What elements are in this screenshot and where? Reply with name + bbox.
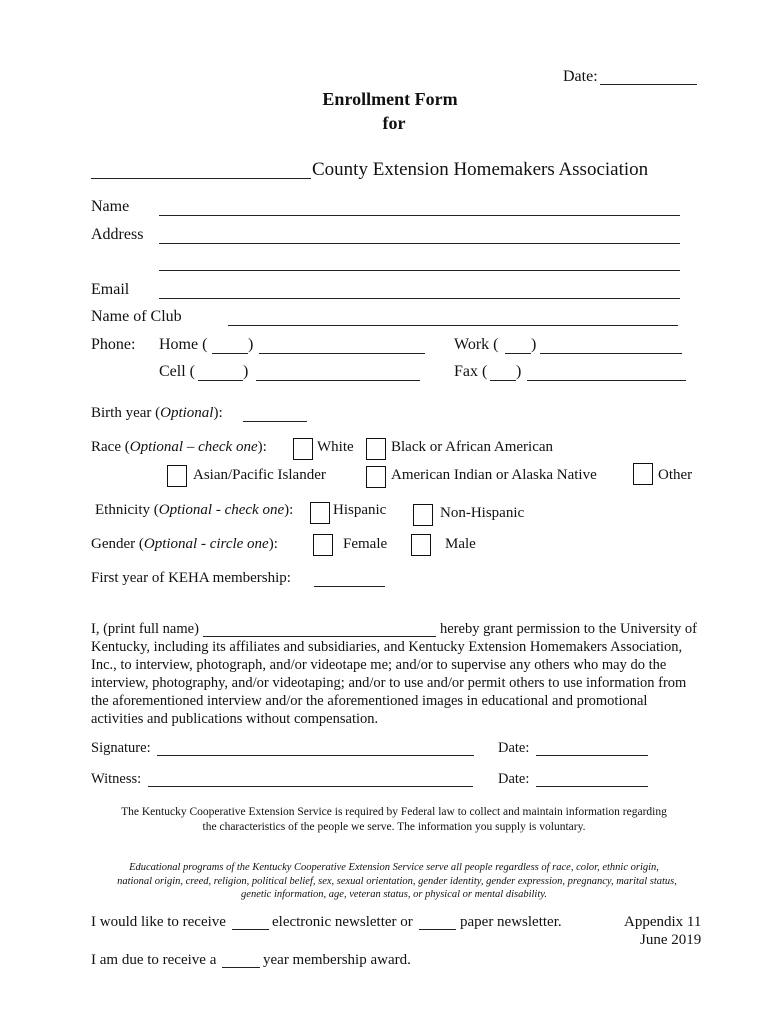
gender-female-label: Female xyxy=(343,536,388,552)
gender-label: Gender (Optional - circle one): xyxy=(91,536,278,552)
association-title: County Extension Homemakers Association xyxy=(312,159,649,180)
consent-line-1: hereby grant permission to the University of xyxy=(440,621,697,637)
name-input-line[interactable] xyxy=(159,215,680,216)
gender-male-checkbox[interactable] xyxy=(411,534,431,556)
home-phone-line[interactable] xyxy=(259,353,425,354)
page-title: Enrollment Form xyxy=(322,89,458,109)
race-native-label: American Indian or Alaska Native xyxy=(391,467,597,483)
eeo-statement-line-1: Educational programs of the Kentucky Cooperative Extension Service serve all people regardless of race, color, ethnic origin, xyxy=(129,862,659,873)
race-native-checkbox[interactable] xyxy=(366,466,386,488)
award-years-input-line[interactable] xyxy=(222,967,260,968)
fax-area-code-line[interactable] xyxy=(490,380,516,381)
federal-notice-line-1: The Kentucky Cooperative Extension Service is required by Federal law to collect and maintain information regarding xyxy=(121,806,667,818)
work-paren-close: ) xyxy=(531,336,537,353)
address-input-line-1[interactable] xyxy=(159,243,680,244)
newsletter-text-c: paper newsletter. xyxy=(460,914,562,930)
birth-year-input-line[interactable] xyxy=(243,421,307,422)
fax-label: Fax ( xyxy=(454,363,488,380)
birth-year-label: Birth year (Optional): xyxy=(91,405,223,421)
appendix-label: Appendix 11 xyxy=(624,914,702,930)
cell-phone-line[interactable] xyxy=(256,380,420,381)
home-paren-close: ) xyxy=(248,336,254,353)
phone-label: Phone: xyxy=(91,336,136,353)
consent-line-6: activities and publications without compensation. xyxy=(91,711,379,727)
date-label: Date: xyxy=(563,68,598,85)
gender-male-label: Male xyxy=(445,536,476,552)
work-area-code-line[interactable] xyxy=(505,353,531,354)
consent-line-5: the aforementioned interview and/or the aforementioned images in educational and promotional xyxy=(91,693,648,709)
award-text-a: I am due to receive a xyxy=(91,952,217,968)
consent-line-2: Kentucky, including its affiliates and subsidiaries, and Kentucky Extension Homemakers Association, xyxy=(91,639,683,655)
consent-line-4: interview, photography, and/or videotaping; and/or to use and/or permit others to use information from xyxy=(91,675,687,691)
county-input-line[interactable] xyxy=(91,178,311,179)
award-text-b: year membership award. xyxy=(263,952,411,968)
race-asian-label: Asian/Pacific Islander xyxy=(193,467,326,483)
signature-label: Signature: xyxy=(91,740,151,756)
cell-label: Cell ( xyxy=(159,363,195,380)
witness-date-input-line[interactable] xyxy=(536,786,648,787)
eeo-statement-line-3: genetic information, age, veteran status, or physical or mental disability. xyxy=(241,889,547,900)
signature-input-line[interactable] xyxy=(157,755,474,756)
email-input-line[interactable] xyxy=(159,298,680,299)
witness-date-label: Date: xyxy=(498,771,530,787)
race-white-label: White xyxy=(317,439,354,455)
gender-female-checkbox[interactable] xyxy=(313,534,333,556)
newsletter-text-a: I would like to receive xyxy=(91,914,226,930)
work-phone-line[interactable] xyxy=(540,353,682,354)
race-black-checkbox[interactable] xyxy=(366,438,386,460)
home-label: Home ( xyxy=(159,336,208,353)
appendix-date: June 2019 xyxy=(640,932,702,948)
race-other-label: Other xyxy=(658,467,693,483)
signature-date-input-line[interactable] xyxy=(536,755,648,756)
electronic-newsletter-input-line[interactable] xyxy=(232,929,269,930)
newsletter-text-b: electronic newsletter or xyxy=(272,914,413,930)
race-label: Race (Optional – check one): xyxy=(91,439,267,455)
home-area-code-line[interactable] xyxy=(212,353,248,354)
email-label: Email xyxy=(91,281,130,298)
race-white-checkbox[interactable] xyxy=(293,438,313,460)
page-title-for: for xyxy=(382,113,406,133)
consent-intro: I, (print full name) xyxy=(91,621,199,637)
club-input-line[interactable] xyxy=(228,325,678,326)
fax-phone-line[interactable] xyxy=(527,380,686,381)
keha-year-input-line[interactable] xyxy=(314,586,385,587)
race-asian-checkbox[interactable] xyxy=(167,465,187,487)
ethnicity-hispanic-label: Hispanic xyxy=(333,502,387,518)
cell-area-code-line[interactable] xyxy=(198,380,243,381)
race-black-label: Black or African American xyxy=(391,439,554,455)
paper-newsletter-input-line[interactable] xyxy=(419,929,456,930)
ethnicity-non-hispanic-label: Non-Hispanic xyxy=(440,505,525,521)
witness-input-line[interactable] xyxy=(148,786,473,787)
print-name-input-line[interactable] xyxy=(203,636,436,637)
date-input-line[interactable] xyxy=(600,84,697,85)
cell-paren-close: ) xyxy=(243,363,249,380)
eeo-statement-line-2: national origin, creed, religion, political belief, sex, sexual orientation, gender identity, gender expression, pregnancy, marital status, xyxy=(117,876,677,887)
address-input-line-2[interactable] xyxy=(159,270,680,271)
club-label: Name of Club xyxy=(91,308,182,325)
witness-label: Witness: xyxy=(91,771,142,787)
ethnicity-hispanic-checkbox[interactable] xyxy=(310,502,330,524)
signature-date-label: Date: xyxy=(498,740,530,756)
ethnicity-non-hispanic-checkbox[interactable] xyxy=(413,504,433,526)
address-label: Address xyxy=(91,226,144,243)
race-other-checkbox[interactable] xyxy=(633,463,653,485)
fax-paren-close: ) xyxy=(516,363,522,380)
keha-label: First year of KEHA membership: xyxy=(91,570,291,586)
consent-line-3: Inc., to interview, photograph, and/or videotape me; and/or to supervise any others who may do the xyxy=(91,657,667,673)
federal-notice-line-2: the characteristics of the people we serve. The information you supply is voluntary. xyxy=(202,821,586,833)
ethnicity-label: Ethnicity (Optional - check one): xyxy=(95,502,294,518)
name-label: Name xyxy=(91,198,130,215)
work-label: Work ( xyxy=(454,336,499,353)
